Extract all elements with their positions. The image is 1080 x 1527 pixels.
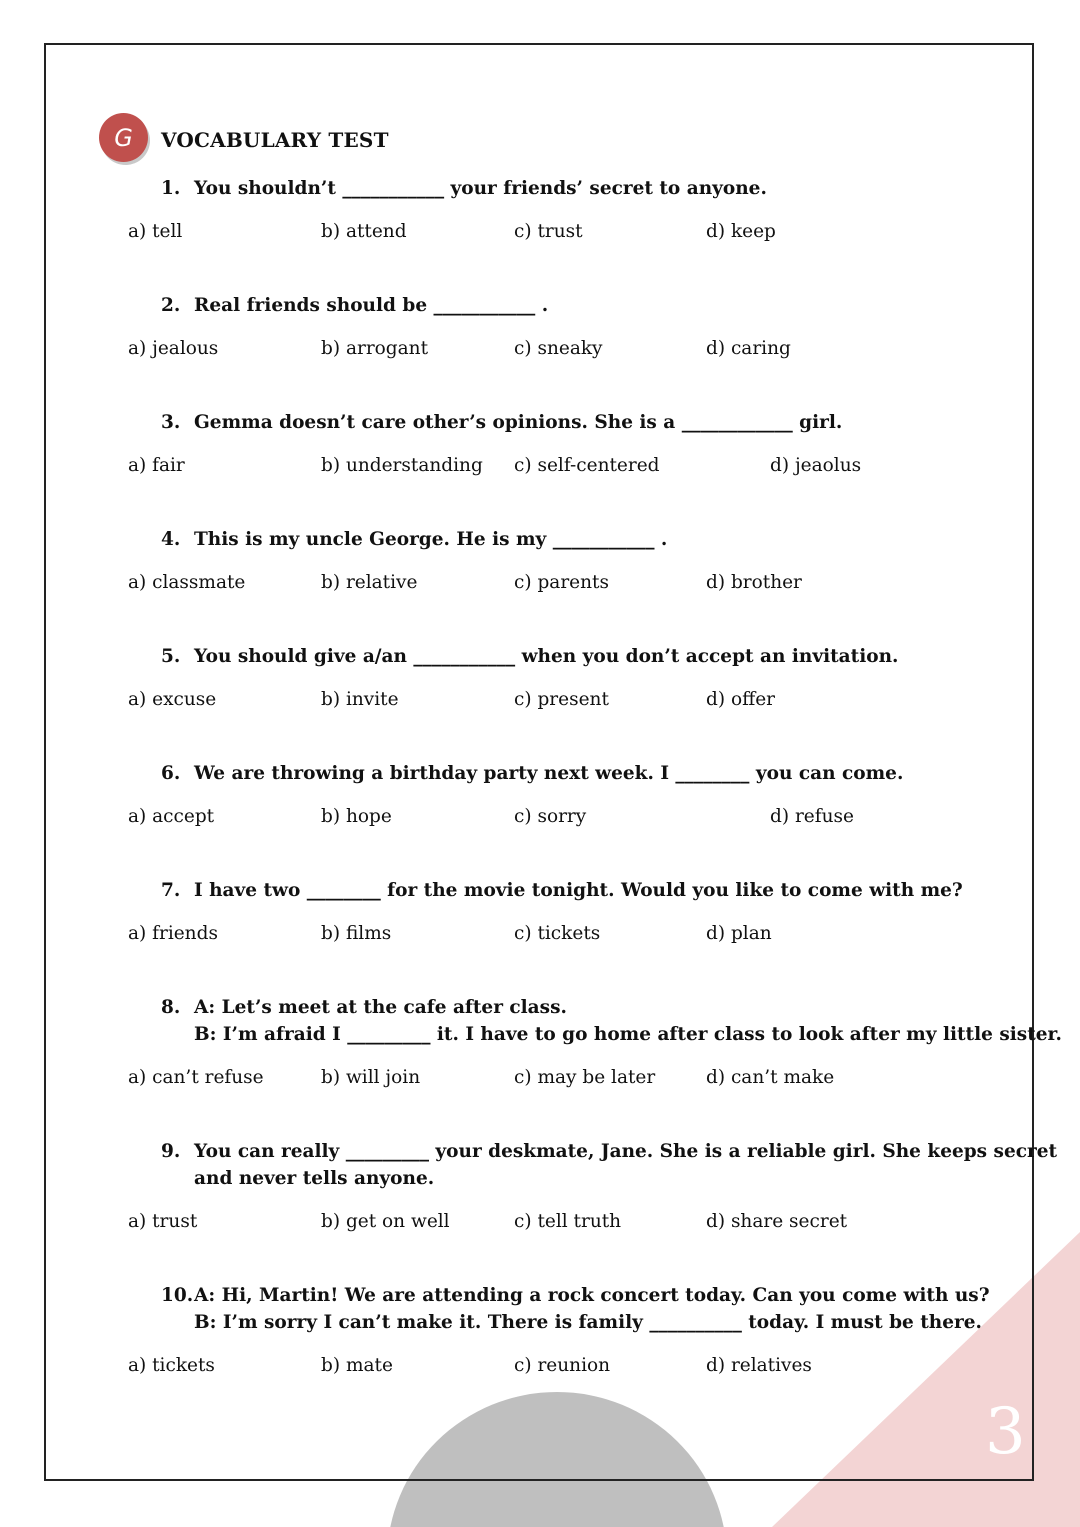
answer-option-b: b) mate	[321, 1355, 393, 1376]
question-number: 5.	[161, 646, 181, 667]
question-1	[161, 175, 767, 202]
question-line: You can really _________ your deskmate, Jane. She is a reliable girl. She keeps secret	[194, 1141, 1058, 1162]
answer-option-a: a) fair	[128, 455, 185, 476]
question-number: 3.	[161, 412, 181, 433]
question-5	[161, 643, 898, 670]
question-number: 7.	[161, 880, 181, 901]
question-10	[161, 1282, 990, 1336]
answer-option-d: d) share secret	[706, 1211, 848, 1232]
question-text	[161, 526, 667, 553]
answer-option-c: c) may be later	[514, 1067, 656, 1088]
answer-option-d: d) relatives	[706, 1355, 812, 1376]
answer-option-c: c) sneaky	[514, 338, 603, 359]
question-line: This is my uncle George. He is my ___________ .	[194, 529, 668, 550]
answer-option-b: b) attend	[321, 221, 407, 242]
answer-option-c: c) sorry	[514, 806, 587, 827]
answer-option-b: b) hope	[321, 806, 392, 827]
answer-option-c: c) tickets	[514, 923, 601, 944]
question-number: 1.	[161, 178, 181, 199]
question-text: B: I’m afraid I _________ it. I have to go home after class to look after my little sister.	[194, 1024, 1063, 1045]
answer-option-a: a) excuse	[128, 689, 217, 710]
question-number: 6.	[161, 763, 181, 784]
answer-option-c: c) trust	[514, 221, 583, 242]
answer-option-c: c) parents	[514, 572, 609, 593]
page-number: 3	[985, 1395, 1026, 1469]
section-badge-icon: G	[99, 113, 148, 162]
answer-option-c: c) reunion	[514, 1355, 611, 1376]
answer-option-d: d) brother	[706, 572, 802, 593]
question-3	[161, 409, 842, 436]
answer-option-b: b) understanding	[321, 455, 483, 476]
answer-option-a: a) can’t refuse	[128, 1067, 264, 1088]
answer-option-a: a) trust	[128, 1211, 198, 1232]
answer-option-b: b) relative	[321, 572, 418, 593]
question-text	[161, 1282, 990, 1309]
question-2	[161, 292, 548, 319]
answer-option-a: a) tickets	[128, 1355, 215, 1376]
question-text	[161, 760, 903, 787]
question-text	[161, 994, 1062, 1021]
question-line: You should give a/an ___________ when you don’t accept an invitation.	[194, 646, 899, 667]
question-text: B: I’m sorry I can’t make it. There is family __________ today. I must be there.	[194, 1312, 982, 1333]
answer-option-d: d) keep	[706, 221, 776, 242]
question-text: and never tells anyone.	[194, 1168, 435, 1189]
question-line: I have two ________ for the movie tonight. Would you like to come with me?	[194, 880, 963, 901]
question-text	[161, 409, 842, 436]
question-7	[161, 877, 963, 904]
question-text	[161, 292, 548, 319]
answer-option-a: a) tell	[128, 221, 183, 242]
question-line: We are throwing a birthday party next week. I ________ you can come.	[194, 763, 904, 784]
question-text	[161, 175, 767, 202]
answer-option-d: d) refuse	[770, 806, 854, 827]
answer-option-b: b) invite	[321, 689, 399, 710]
answer-option-a: a) friends	[128, 923, 218, 944]
question-number: 10.	[161, 1285, 194, 1306]
answer-option-c: c) present	[514, 689, 609, 710]
answer-option-d: d) plan	[706, 923, 772, 944]
question-text	[161, 1138, 1057, 1165]
answer-option-d: d) can’t make	[706, 1067, 835, 1088]
question-6	[161, 760, 903, 787]
answer-option-b: b) will join	[321, 1067, 421, 1088]
answer-option-c: c) self-centered	[514, 455, 660, 476]
answer-option-d: d) caring	[706, 338, 791, 359]
question-line: A: Let’s meet at the cafe after class.	[194, 997, 567, 1018]
question-text	[161, 877, 963, 904]
answer-option-a: a) classmate	[128, 572, 246, 593]
question-line: Real friends should be ___________ .	[194, 295, 549, 316]
question-line: A: Hi, Martin! We are attending a rock concert today. Can you come with us?	[194, 1285, 990, 1306]
question-number: 2.	[161, 295, 181, 316]
question-line: Gemma doesn’t care other’s opinions. She is a ____________ girl.	[194, 412, 843, 433]
answer-option-a: a) accept	[128, 806, 215, 827]
question-number: 9.	[161, 1141, 181, 1162]
question-9	[161, 1138, 1057, 1192]
answer-option-d: d) jeaolus	[770, 455, 862, 476]
question-4	[161, 526, 667, 553]
question-text	[161, 643, 898, 670]
answer-option-b: b) get on well	[321, 1211, 450, 1232]
answer-option-b: b) films	[321, 923, 392, 944]
answer-option-c: c) tell truth	[514, 1211, 622, 1232]
question-number: 8.	[161, 997, 181, 1018]
question-line: You shouldn’t ___________ your friends’ secret to anyone.	[194, 178, 767, 199]
question-number: 4.	[161, 529, 181, 550]
page-title: VOCABULARY TEST	[161, 128, 389, 152]
answer-option-d: d) offer	[706, 689, 776, 710]
question-8	[161, 994, 1062, 1048]
answer-option-a: a) jealous	[128, 338, 219, 359]
answer-option-b: b) arrogant	[321, 338, 429, 359]
